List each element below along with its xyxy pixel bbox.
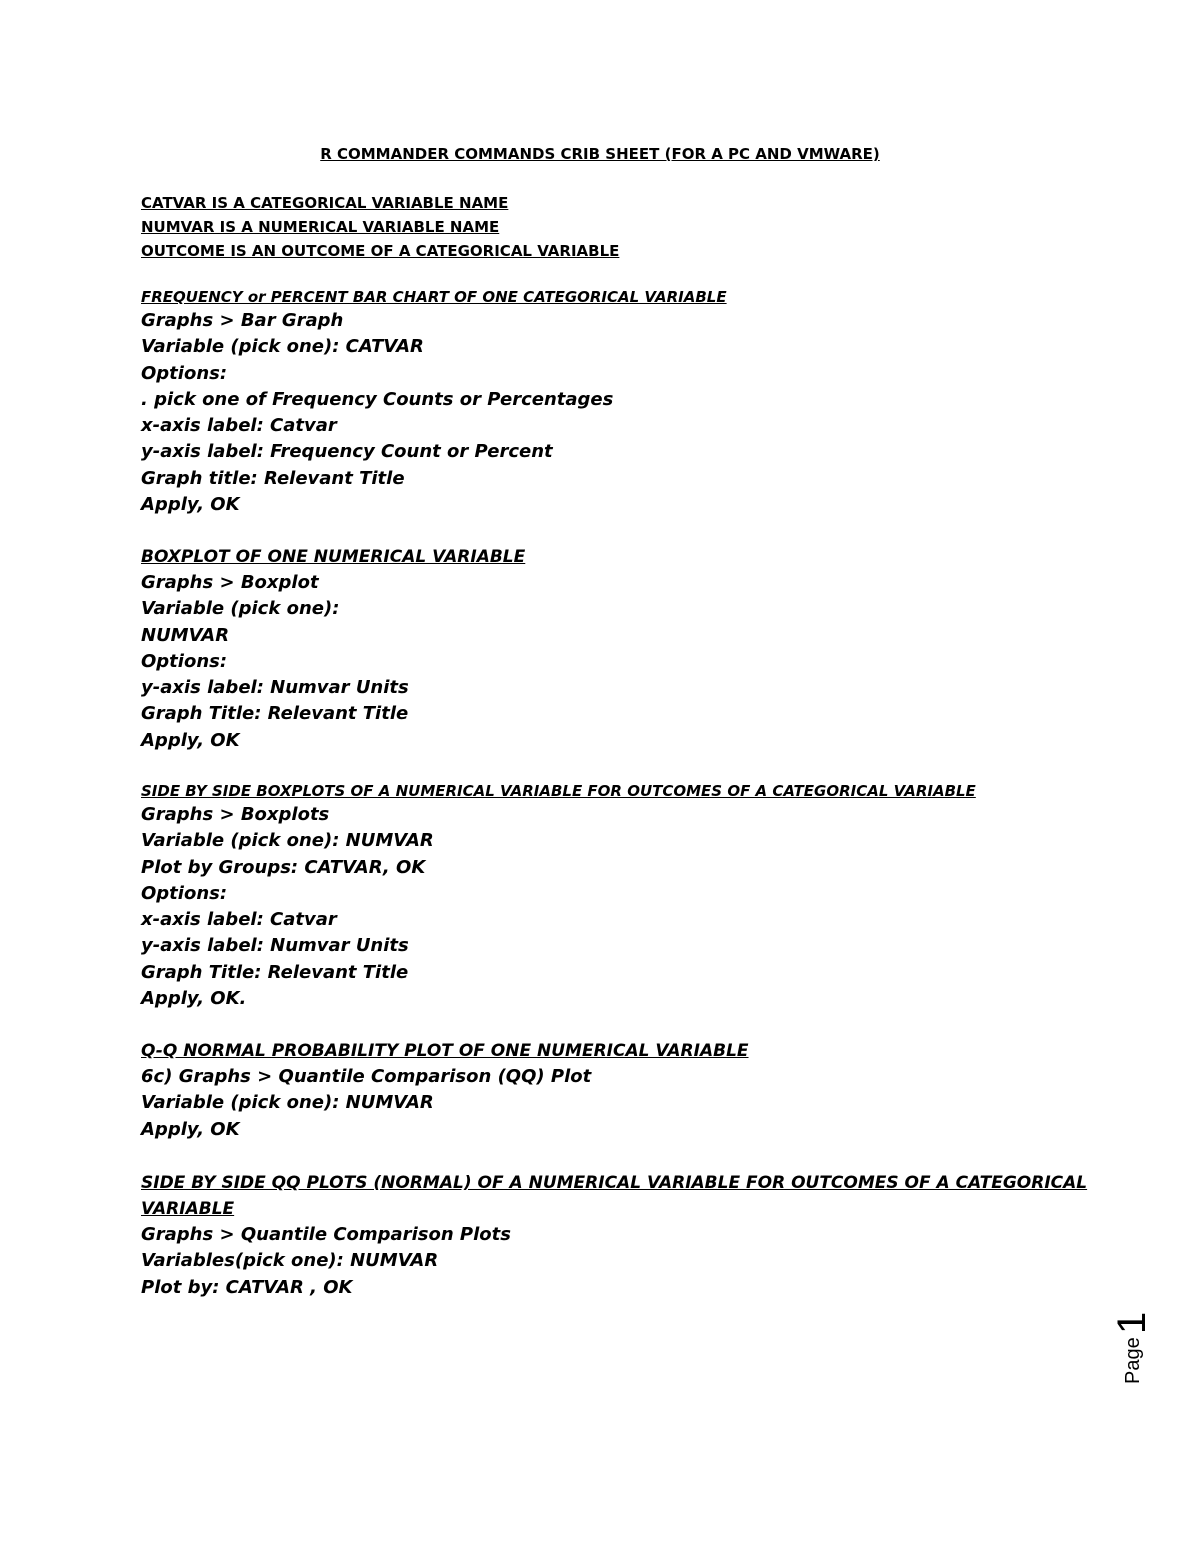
page-number-digit: 1 — [1110, 1311, 1154, 1334]
section-side-by-side-qq-plots — [141, 1170, 1087, 1301]
step-line: x-axis label: Catvar — [141, 415, 337, 437]
definition-outcome: OUTCOME IS AN OUTCOME OF A CATEGORICAL VARIABLE — [141, 242, 620, 260]
section-bar-chart — [141, 286, 727, 518]
section-heading: SIDE BY SIDE BOXPLOTS OF A NUMERICAL VARIABLE FOR OUTCOMES OF A CATEGORICAL VARIABLE — [141, 782, 976, 800]
step-line: Apply, OK — [141, 494, 240, 516]
page-number — [1105, 1300, 1154, 1390]
step-line: Graphs > Bar Graph — [141, 310, 344, 331]
section-heading: BOXPLOT OF ONE NUMERICAL VARIABLE — [141, 547, 526, 567]
section-heading: FREQUENCY or PERCENT BAR CHART OF ONE CATEGORICAL VARIABLE — [141, 288, 727, 306]
step-line: Apply, OK. — [141, 988, 247, 1010]
step-line: y-axis label: Numvar Units — [141, 935, 409, 957]
document-title: R COMMANDER COMMANDS CRIB SHEET (FOR A PC AND VMWARE) — [320, 145, 880, 163]
step-line: Graph Title: Relevant Title — [141, 961, 409, 983]
section-heading: Q-Q NORMAL PROBABILITY PLOT OF ONE NUMERICAL VARIABLE — [141, 1041, 749, 1061]
step-line: Graphs > Boxplots — [141, 804, 330, 825]
step-line: Plot by Groups: CATVAR, OK — [141, 856, 426, 878]
step-line: Options: — [141, 650, 228, 672]
definitions-block — [141, 191, 619, 263]
step-line: Graph title: Relevant Title — [141, 467, 405, 489]
section-qq-plot — [141, 1038, 749, 1143]
section-heading: SIDE BY SIDE QQ PLOTS (NORMAL) OF A NUMERICAL VARIABLE FOR OUTCOMES OF A CATEGORICAL — [141, 1173, 1088, 1193]
section-side-by-side-boxplots — [141, 780, 976, 1012]
step-line: Graphs > Quantile Comparison Plots — [141, 1224, 511, 1245]
section-boxplot — [141, 544, 525, 754]
page-label: Page — [1122, 1337, 1144, 1384]
step-line: Variable (pick one): CATVAR — [141, 336, 424, 358]
step-line: Plot by: CATVAR , OK — [141, 1276, 353, 1298]
step-line: NUMVAR — [141, 624, 230, 646]
step-line: Variable (pick one): NUMVAR — [141, 1092, 434, 1114]
step-line: Options: — [141, 362, 228, 384]
step-line: Variable (pick one): — [141, 598, 340, 620]
step-line: . pick one of Frequency Counts or Percentages — [141, 388, 614, 410]
step-line: Apply, OK — [141, 1118, 240, 1140]
step-line: Graphs > Boxplot — [141, 572, 319, 593]
definition-catvar: CATVAR IS A CATEGORICAL VARIABLE NAME — [141, 194, 509, 212]
section-heading-continued: VARIABLE — [141, 1199, 235, 1219]
step-line: Variables(pick one): NUMVAR — [141, 1250, 439, 1272]
step-line: Graph Title: Relevant Title — [141, 703, 409, 725]
step-line: Options: — [141, 882, 228, 904]
step-line: Variable (pick one): NUMVAR — [141, 830, 434, 852]
step-line: y-axis label: Frequency Count or Percent — [141, 441, 553, 463]
step-line: Apply, OK — [141, 729, 240, 751]
step-line: y-axis label: Numvar Units — [141, 677, 409, 699]
definition-numvar: NUMVAR IS A NUMERICAL VARIABLE NAME — [141, 218, 500, 236]
step-line: 6c) Graphs > Quantile Comparison (QQ) Plot — [141, 1066, 592, 1087]
step-line: x-axis label: Catvar — [141, 909, 337, 931]
